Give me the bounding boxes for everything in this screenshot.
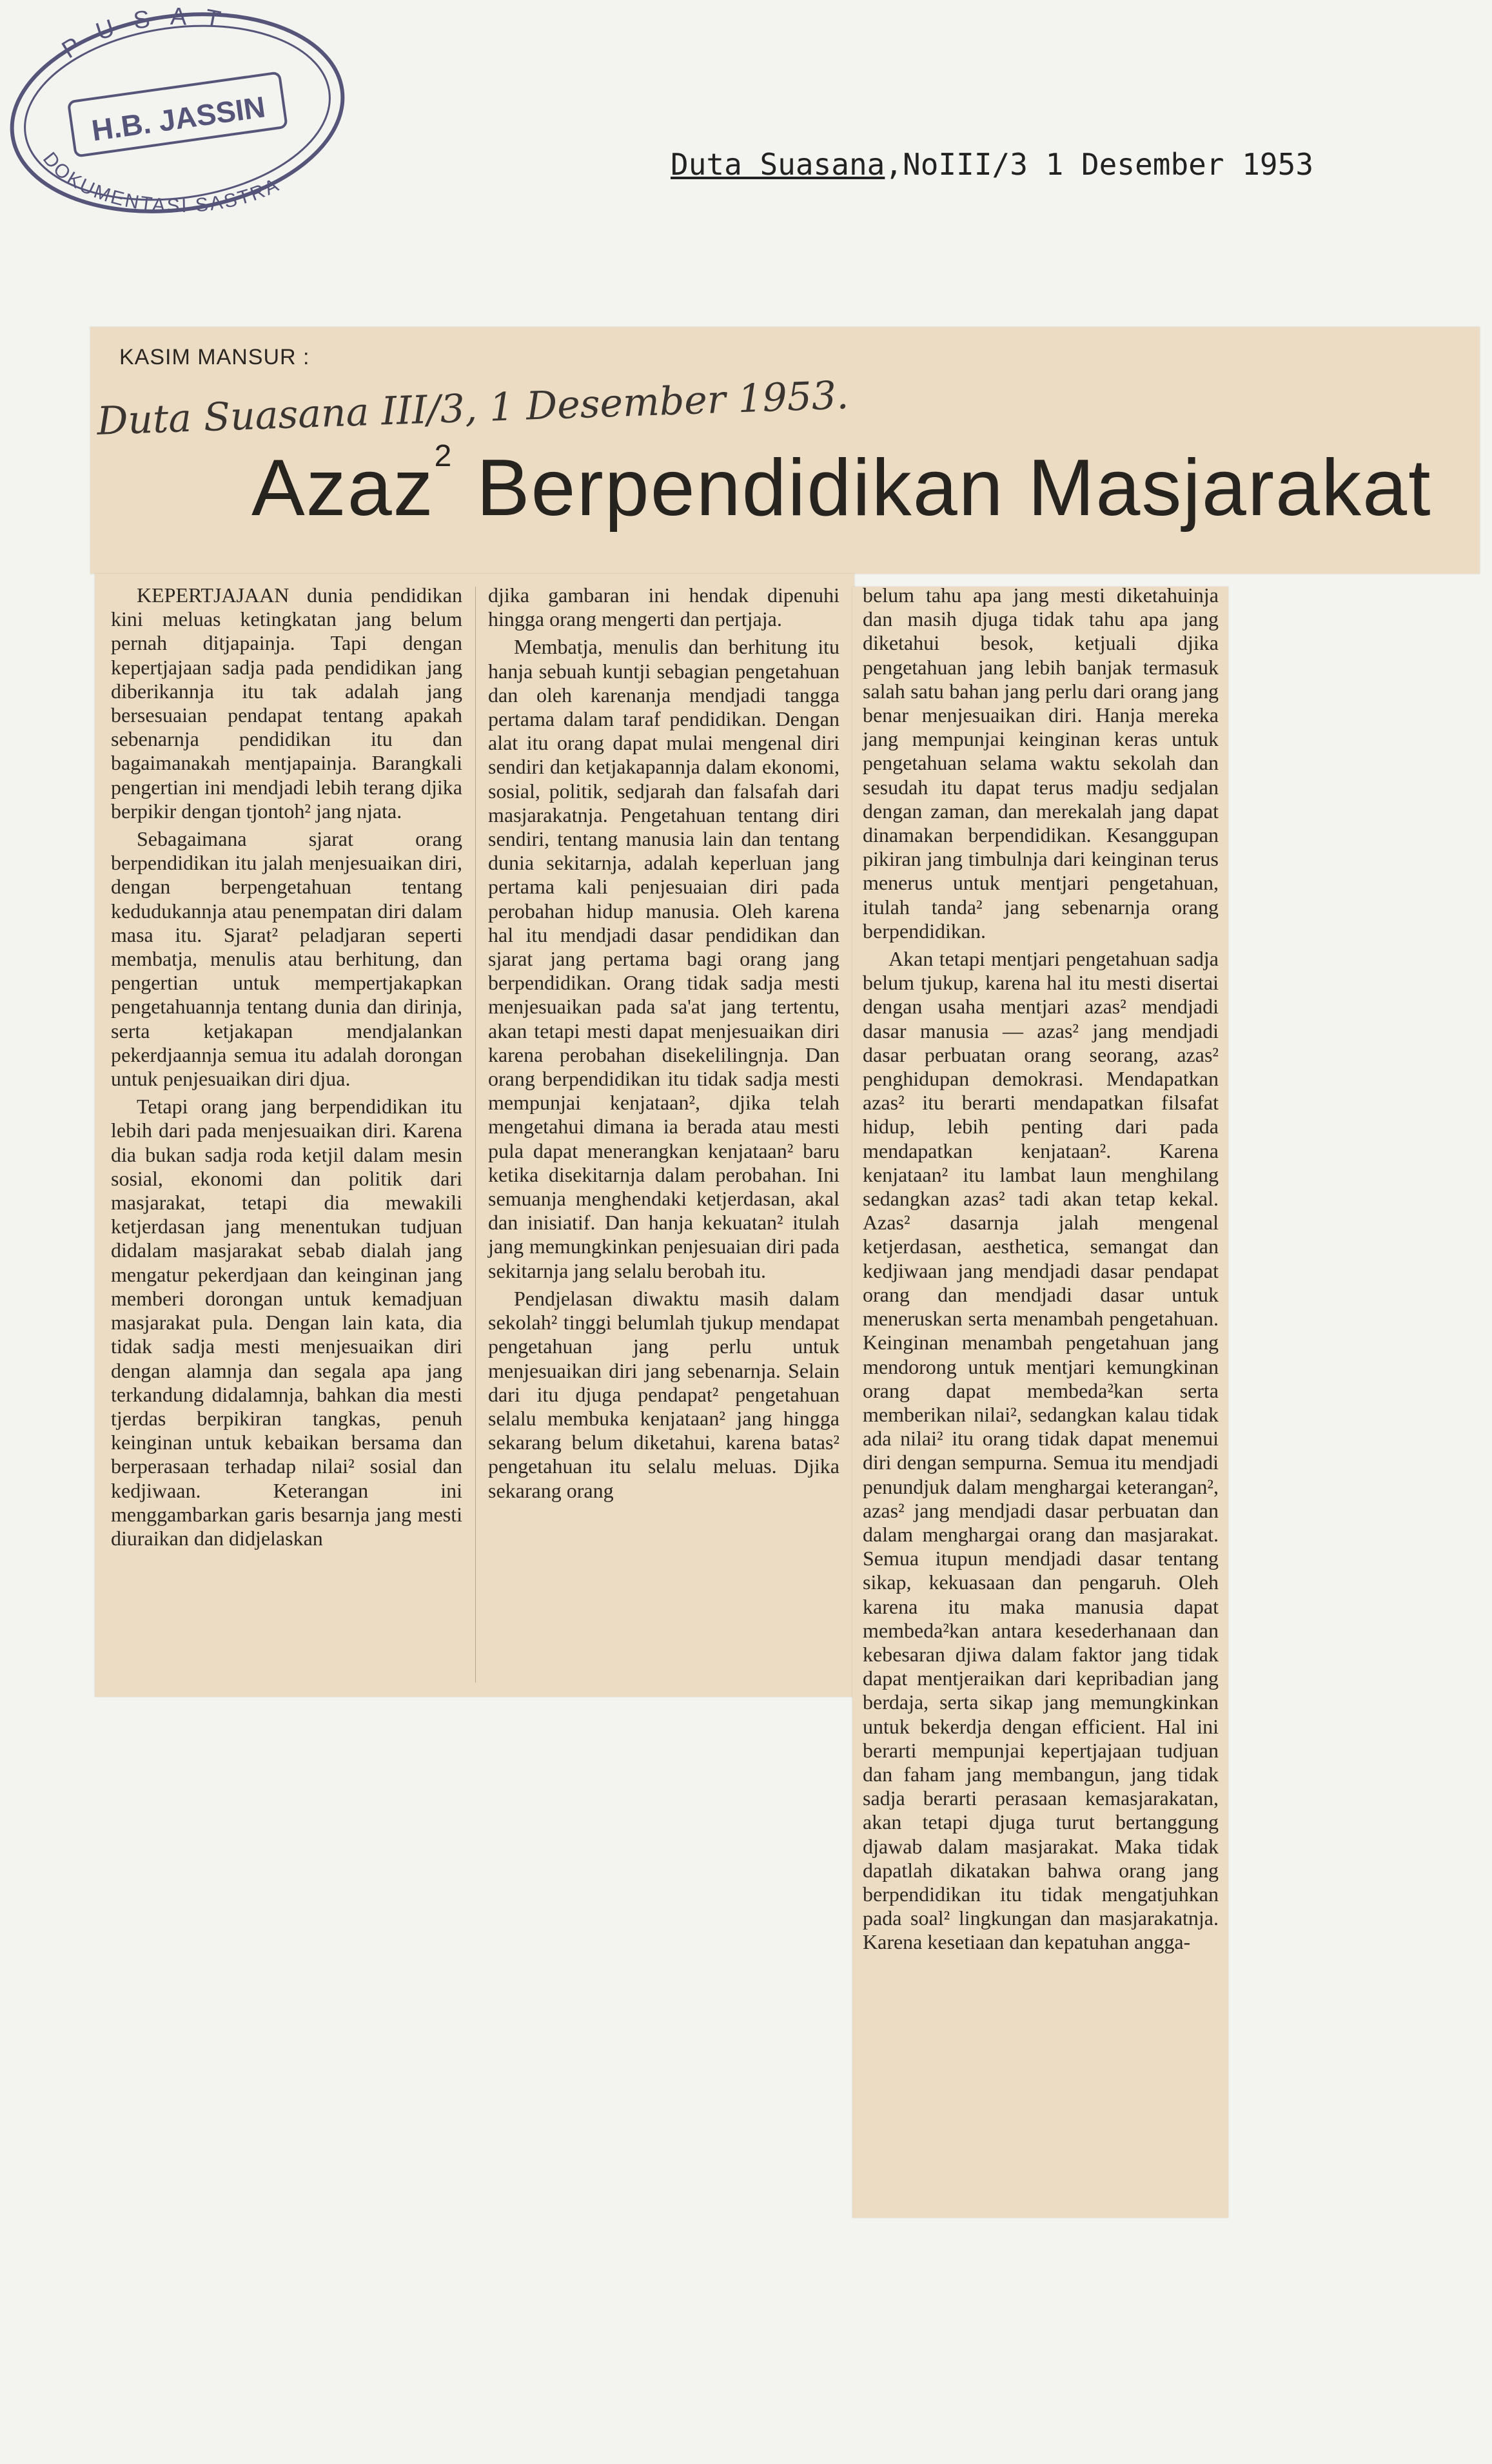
column-divider <box>475 587 476 1683</box>
article-headline <box>251 438 1477 534</box>
paragraph: Tetapi orang jang berpendidikan itu lebih dari pada menjesuaikan diri. Karena dia bukan sadja roda ketjil dalam mesin sosial, ekonomi dan politik dari masjarakat, tetapi dia mewakili ketjerdasan jang menentukan tudjuan didalam masjarakat sebab dialah jang mengatur pekerdjaan dan keinginan jang memberi dorongan untuk kemadjuan masjarakat pula. Dengan lain kata, dia tidak sadja mesti menjesuaikan diri dengan alamnja dan segala apa jang terkandung didalamnja, bahkan dia mesti tjerdas berpikiran tangkas, penuh keinginan untuk kebaikan bersama dan berperasaan terhadap nilai² sosial dan kedjiwaan. Keterangan ini menggambarkan garis besarnja jang mesti diuraikan dan didjelaskan <box>111 1095 462 1550</box>
paragraph: Pendjelasan diwaktu masih dalam sekolah² tinggi belumlah tjukup mendapat pengetahuan jang perlu untuk menjesuaikan diri jang sebenarnja. Selain dari itu djuga pendapat² pengetahuan selalu membuka kenjataan² jang hingga sekarang belum diketahui, karena batas² pengetahuan itu selalu meluas. Djika sekarang orang <box>488 1286 839 1502</box>
handwritten-note: Duta Suasana III/3, 1 Desember 1953. <box>96 373 850 444</box>
typed-source-reference <box>671 147 1393 182</box>
headline-word: Azaz <box>251 444 435 533</box>
headline-rest: Berpendidikan Masjarakat <box>453 444 1432 533</box>
stamp-bottom-text: DOKUMENTASI SASTRA <box>38 148 284 217</box>
article-column-2 <box>488 583 839 1507</box>
paragraph: Membatja, menulis dan berhitung itu hanja sebuah kuntji sebagian pengetahuan dan oleh karenanja mendjadi tangga pertama dalam taraf pendidikan. Dengan alat itu orang dapat mulai mengenal diri sendiri dan ketjakapannja dalam ekonomi, sosial, politik, sedjarah dan falsafah dari masjarakatnja. Pengetahuan tentang diri sendiri, tentang manusia lain dan tentang dunia sekitarnja, adalah keperluan jang pertama kali penjesuaian diri pada perobahan hidup manusia. Oleh karena hal itu mendjadi dasar pendidikan dan sjarat jang pertama bagi orang jang berpendidikan. Orang tidak sadja mesti menjesuaikan pada sa'at jang tertentu, akan tetapi mesti dapat menjesuaikan diri karena perobahan disekelilingnja. Dan orang berpendidikan itu tidak sadja mesti mempunjai kenjataan², djika telah mengetahui dimana ia berada atau mesti pula dapat menerangkan kenjataan² baru ketika disekitarnja dalam perobahan. Ini semuanja menghendaki ketjerdasan, akal dan inisiatif. Dan hanja kekuatan² itulah jang memungkinkan penjesuaian diri pada sekitarnja jang selalu berobah itu. <box>488 635 839 1282</box>
paragraph: Akan tetapi mentjari pengetahuan sadja belum tjukup, karena hal itu mesti disertai dengan usaha mentjari azas² mendjadi dasar manusia — azas² jang mendjadi dasar perbuatan orang seorang, azas² penghidupan demokrasi. Mendapatkan azas² itu berarti mendapatkan filsafat hidup, lebih penting dari pada mendapatkan kenjataan². Karena kenjataan² itu lambat laun menghilang sedangkan azas² tadi akan tetap kekal. Azas² dasarnja jalah mengenal ketjerdasan, aesthetica, semangat dan kedjiwaan jang mendjadi dasar pendapat orang dan mendjadi dasar untuk meneruskan serta menambah pengetahuan. Keinginan menambah pengetahuan jang mendorong untuk mentjari kemungkinan orang dapat membeda²kan serta memberikan nilai², sedangkan kalau tidak ada nilai² itu orang tidak dapat menemui diri dengan sempurna. Semua itu mendjadi penundjuk dalam menghargai keterangan², azas² jang mendjadi dasar perbuatan dan dalam menghargai orang dan masjarakat. Semua itupun mendjadi dasar tentang sikap, kekuasaan dan pengaruh. Oleh karena itu maka manusia dapat membeda²kan antara kesederhanaan dan kebesaran djiwa dalam faktor jang tidak dapat mentjeraikan dari kepribadian jang berdaja, serta sikap jang memungkinkan untuk bekerdja dengan efficient. Hal ini berarti mempunjai kepertjajaan tudjuan dan faham jang membangun, jang tidak sadja berarti perasaan kemasjarakatan, akan tetapi djuga turut bertanggung djawab dalam masjarakat. Maka tidak dapatlah dikatakan bahwa orang jang berpendidikan itu tidak mengatjuhkan pada soal² lingkungan dan masjarakatnja. Karena kesetiaan dan kepatuhan angga- <box>863 947 1219 1954</box>
stamp-top-text: PUSAT <box>57 3 242 64</box>
paragraph: djika gambaran ini hendak dipenuhi hingga orang mengerti dan pertjaja. <box>488 583 839 631</box>
stamp-center-text: H.B. JASSIN <box>89 90 268 148</box>
author-byline: KASIM MANSUR : <box>119 345 310 369</box>
headline-superscript: 2 <box>434 439 453 473</box>
article-column-1 <box>111 583 462 1554</box>
issue-date: ,NoIII/3 1 Desember 1953 <box>885 147 1314 182</box>
paragraph: KEPERTJAJAAN dunia pendidikan kini meluas ketingkatan jang belum pernah ditjapainja. Tapi dengan kepertjajaan sadja pada pendidikan jang diberikannja itu tak adalah jang bersesuaian pendapat tentang apakah sebenarnja pendidikan itu dan bagaimanakah mentjapainja. Barangkali pengertian ini mendjadi lebih terang djika berpikir dengan tjontoh² jang njata. <box>111 583 462 823</box>
publication-name: Duta Suasana <box>671 147 885 182</box>
paragraph: belum tahu apa jang mesti diketahuinja dan masih djuga tidak tahu apa jang diketahui besok, ketjuali djika pengetahuan jang lebih banjak termasuk salah satu bahan jang perlu dari orang jang benar menjesuaikan diri. Hanja mereka jang mempunjai keinginan keras untuk pengetahuan selama waktu sekolah dan sesudah itu dapat terus madju sedjalan dengan zaman, dan merekalah jang dapat dinamakan berpendidikan. Kesanggupan pikiran jang timbulnja dari keinginan terus menerus untuk mentjari pengetahuan, itulah tanda² jang sebenarnja orang berpendidikan. <box>863 583 1219 943</box>
library-stamp <box>0 0 358 222</box>
paragraph: Sebagaimana sjarat orang berpendidikan itu jalah menjesuaikan diri, dengan berpengetahuan tentang kedudukannja atau penempatan diri dalam masa itu. Sjarat² peladjaran seperti membatja, menulis atau berhitung, dan pengertian untuk mempertjakapkan pengetahuannja tentang dunia dan dirinja, serta ketjakapan mendjalankan pekerdjaannja semua itu adalah dorongan untuk penjesuaikan diri djua. <box>111 827 462 1091</box>
article-column-3 <box>863 583 1219 1959</box>
